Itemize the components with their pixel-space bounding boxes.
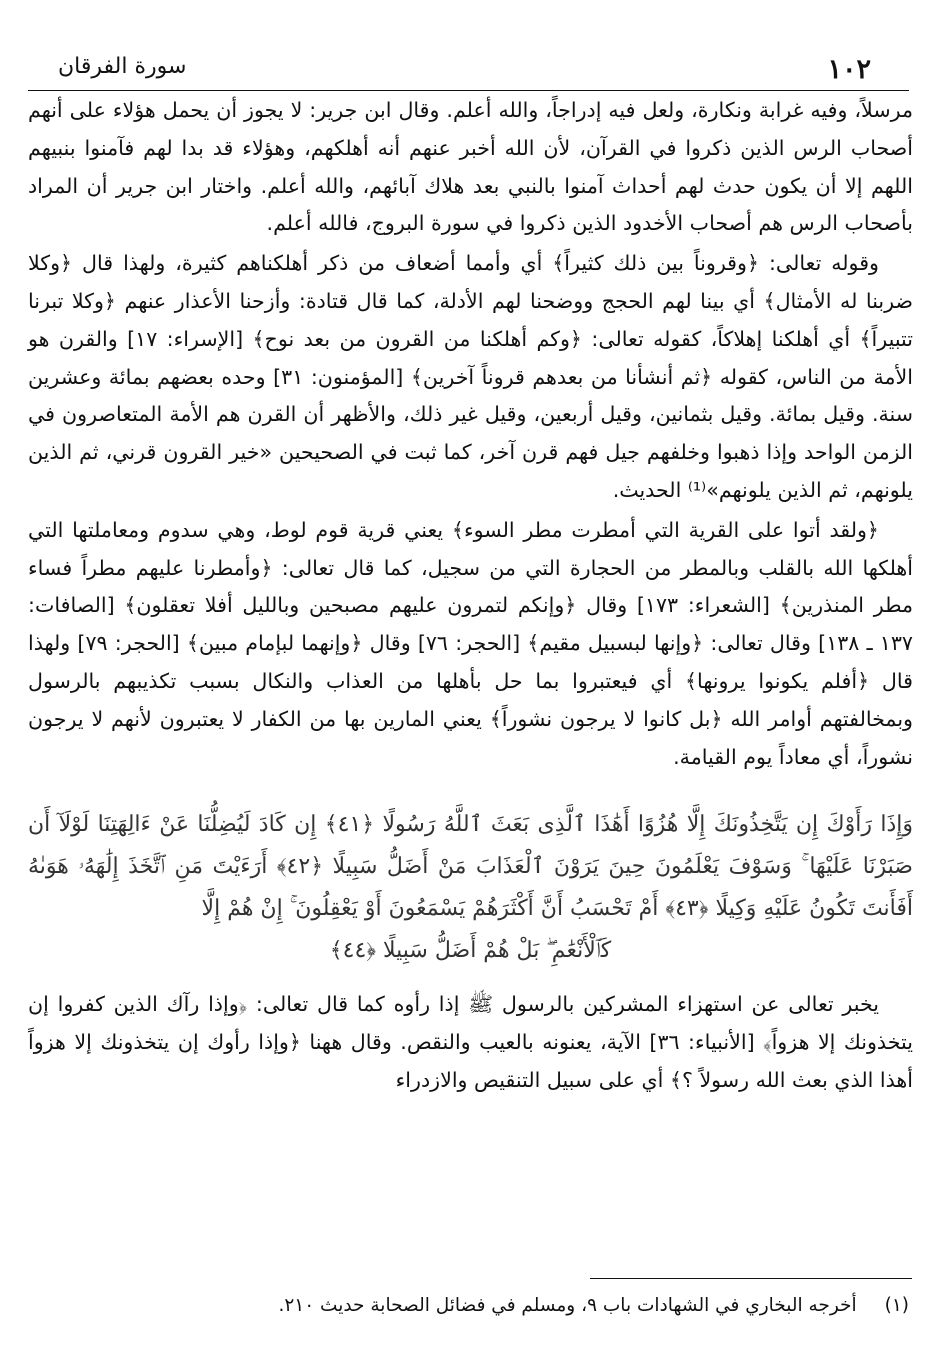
surah-title: سورة الفرقان [58,54,187,79]
page-body [28,92,913,1100]
quran-verses-text: وَإِذَا رَأَوْكَ إِن يَتَّخِذُونَكَ إِلَّا هُزُوًا أَهَٰذَا ٱلَّذِى بَعَثَ ٱللَّهُ رَسُولًا ﴿٤١﴾ إِن كَادَ لَيُضِلُّنَا عَنْ ءَالِهَتِنَا لَوْلَآ أَن صَبَرْنَا عَلَيْهَا ۚ وَسَوْفَ يَعْلَمُونَ حِينَ يَرَوْنَ ٱلْعَذَابَ مَنْ أَضَلُّ سَبِيلًا ﴿٤٢﴾ أَرَءَيْتَ مَنِ ٱتَّخَذَ إِلَٰهَهُۥ هَوَىٰهُ أَفَأَنتَ تَكُونُ عَلَيْهِ وَكِيلًا ﴿٤٣﴾ أَمْ تَحْسَبُ أَنَّ أَكْثَرَهُمْ يَسْمَعُونَ أَوْ يَعْقِلُونَ ۚ إِنْ هُمْ إِلَّا [28,812,913,922]
paragraph-2: وقوله تعالى: ﴿وقروناً بين ذلك كثيراً﴾ أي وأمما أضعاف من ذكر أهلكناهم كثيرة، ولهذا قال ﴿وكلا ضربنا له الأمثال﴾ أي بينا لهم الحجج ووضحنا لهم الأدلة، كما قال قتادة: وأزحنا الأعذار عنهم ﴿وكلا تبرنا تتبيراً﴾ أي أهلكنا إهلاكاً، كقوله تعالى: ﴿وكم أهلكنا من القرون من بعد نوح﴾ [الإسراء: ١٧] والقرن هو الأمة من الناس، كقوله ﴿ثم أنشأنا من بعدهم قروناً آخرين﴾ [المؤمنون: ٣١] وحده بعضهم بمائة وعشرين سنة. وقيل بمائة. وقيل بثمانين، وقيل أربعين، وقيل غير ذلك، والأظهر أن القرن هم الأمة المتعاصرون في الزمن الواحد وإذا ذهبوا وخلفهم جيل فهم قرن آخر، كما ثبت في الصحيحين «خير القرون قرني، ثم الذين يلونهم، ثم الذين يلونهم»⁽¹⁾ الحديث. [28,251,914,502]
footnote-divider [590,1278,912,1279]
page-header [28,48,909,91]
paragraph-1: مرسلاً، وفيه غرابة ونكارة، ولعل فيه إدراجاً، والله أعلم. وقال ابن جرير: لا يجوز أن يحمل هؤلاء على أنهم أصحاب الرس الذين ذكروا في القرآن، لأن الله أخبر عنهم أنه أهلكهم، وهؤلاء قد بدا لهم فآمنوا بنبيهم اللهم إلا أن يكون حدث لهم أحداث آمنوا بالنبي بعد هلاك آبائهم، والله أعلم. واختار ابن جرير أن المراد بأصحاب الرس هم أصحاب الأخدود الذين ذكروا في سورة البروج، فالله أعلم. [28,98,913,236]
footnote-number: (١) [884,1295,909,1316]
page-number: ١٠٢ [827,54,871,85]
footnote [24,1292,909,1320]
paragraph-3: ﴿ولقد أتوا على القرية التي أمطرت مطر السوء﴾ يعني قرية قوم لوط، وهي سدوم ومعاملتها التي أهلكها الله بالقلب وبالمطر من الحجارة التي من سجيل، كما قال تعالى: ﴿وأمطرنا عليهم مطراً فساء مطر المنذرين﴾ [الشعراء: ١٧٣] وقال ﴿وإنكم لتمرون عليهم مصبحين وبالليل أفلا تعقلون﴾ [الصافات: ١٣٧ ـ ١٣٨] وقال تعالى: ﴿وإنها لبسبيل مقيم﴾ [الحجر: ٧٦] وقال ﴿وإنهما لبإمام مبين﴾ [الحجر: ٧٩] ولهذا قال ﴿أفلم يكونوا يرونها﴾ أي فيعتبروا بما حل بأهلها من العذاب والنكال بسبب تكذيبهم بالرسول وبمخالفتهم أوامر الله ﴿بل كانوا لا يرجون نشوراً﴾ يعني المارين بها من الكفار لا يعتبرون لأنهم لا يرجون نشوراً، أي معاداً يوم القيامة. [28,517,913,769]
quran-verses-block [28,804,913,972]
footnote-text: أخرجه البخاري في الشهادات باب ٩، ومسلم في فضائل الصحابة حديث ٢١٠. [278,1295,857,1316]
quran-verses-last-line: كَٱلْأَنْعَٰمِ ۖ بَلْ هُمْ أَضَلُّ سَبِيلًا ﴿٤٤﴾ [329,938,612,964]
paragraph-4: يخبر تعالى عن استهزاء المشركين بالرسول ﷺ إذا رأوه كما قال تعالى: ﴿وإذا رآك الذين كفروا إن يتخذونك إلا هزواً﴾ [الأنبياء: ٣٦] الآية، يعنونه بالعيب والنقص. وقال ههنا ﴿وإذا رأوك إن يتخذونك إلا هزواً أهذا الذي بعث الله رسولاً ؟﴾ أي على سبيل التنقيص والازدراء [28,992,913,1092]
